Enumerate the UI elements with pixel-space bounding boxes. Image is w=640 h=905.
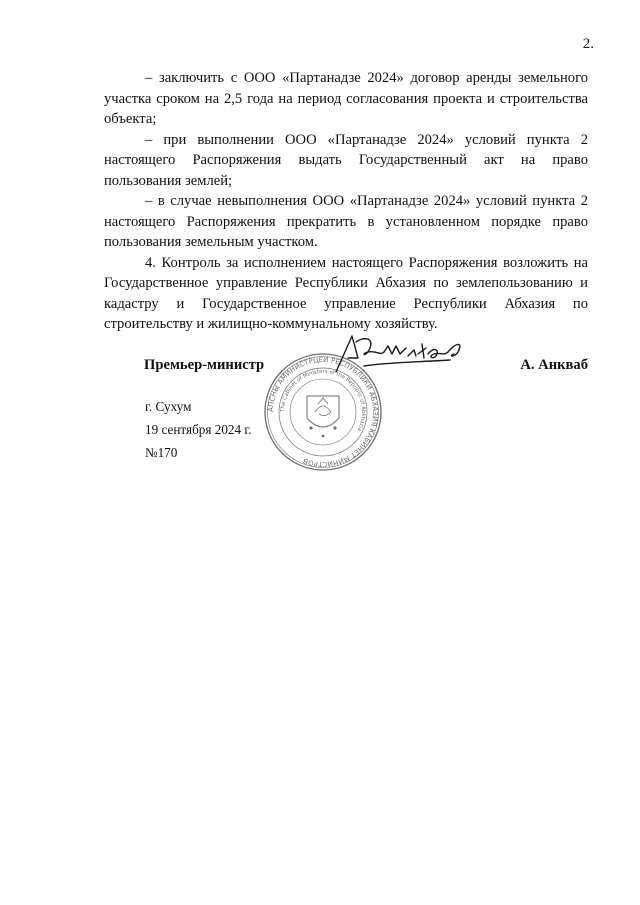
document-number: №170	[145, 445, 178, 460]
handwritten-signature-icon	[330, 328, 470, 380]
issue-details	[145, 395, 252, 464]
seal-outer-text: АПСНЫ АМИНИСТРЦЕИ РЕСПУБЛИКИ АБХАЗИЯ КАБИНЕТ МИНИСТРОВ	[266, 355, 380, 469]
page-number: 2.	[582, 36, 594, 52]
issue-city: г. Сухум	[145, 399, 192, 414]
paragraph-lease-agreement: – заключить с ООО «Партанадзе 2024» договор аренды земельного участка сроком на 2,5 года на период согласования проекта и строительства объекта;	[104, 70, 588, 127]
paragraph-control: 4. Контроль за исполнением настоящего Распоряжения возложить на Государственное управление Республики Абхазия по землепользованию и кадастру и Государственное управление Республики Абхазия по строительству и жилищно-коммунальному хозяйству.	[104, 254, 588, 332]
paragraph-termination: – в случае невыполнения ООО «Партанадзе 2024» условий пункта 2 настоящего Распоряжения прекратить в установленном порядке право пользования земельным участком.	[104, 193, 588, 250]
signatory-position: Премьер-министр	[144, 357, 265, 373]
signatory-name: А. Анкваб	[520, 357, 588, 373]
issue-date: 19 сентября 2024 г.	[145, 422, 252, 437]
seal-inner-text: The Cabinet of Ministers of the Republic of Abkhazia	[279, 368, 367, 432]
document-body	[104, 68, 588, 335]
paragraph-state-act: – при выполнении ООО «Партанадзе 2024» условий пункта 2 настоящего Распоряжения выдать Государственный акт на право пользования землей;	[104, 131, 588, 189]
